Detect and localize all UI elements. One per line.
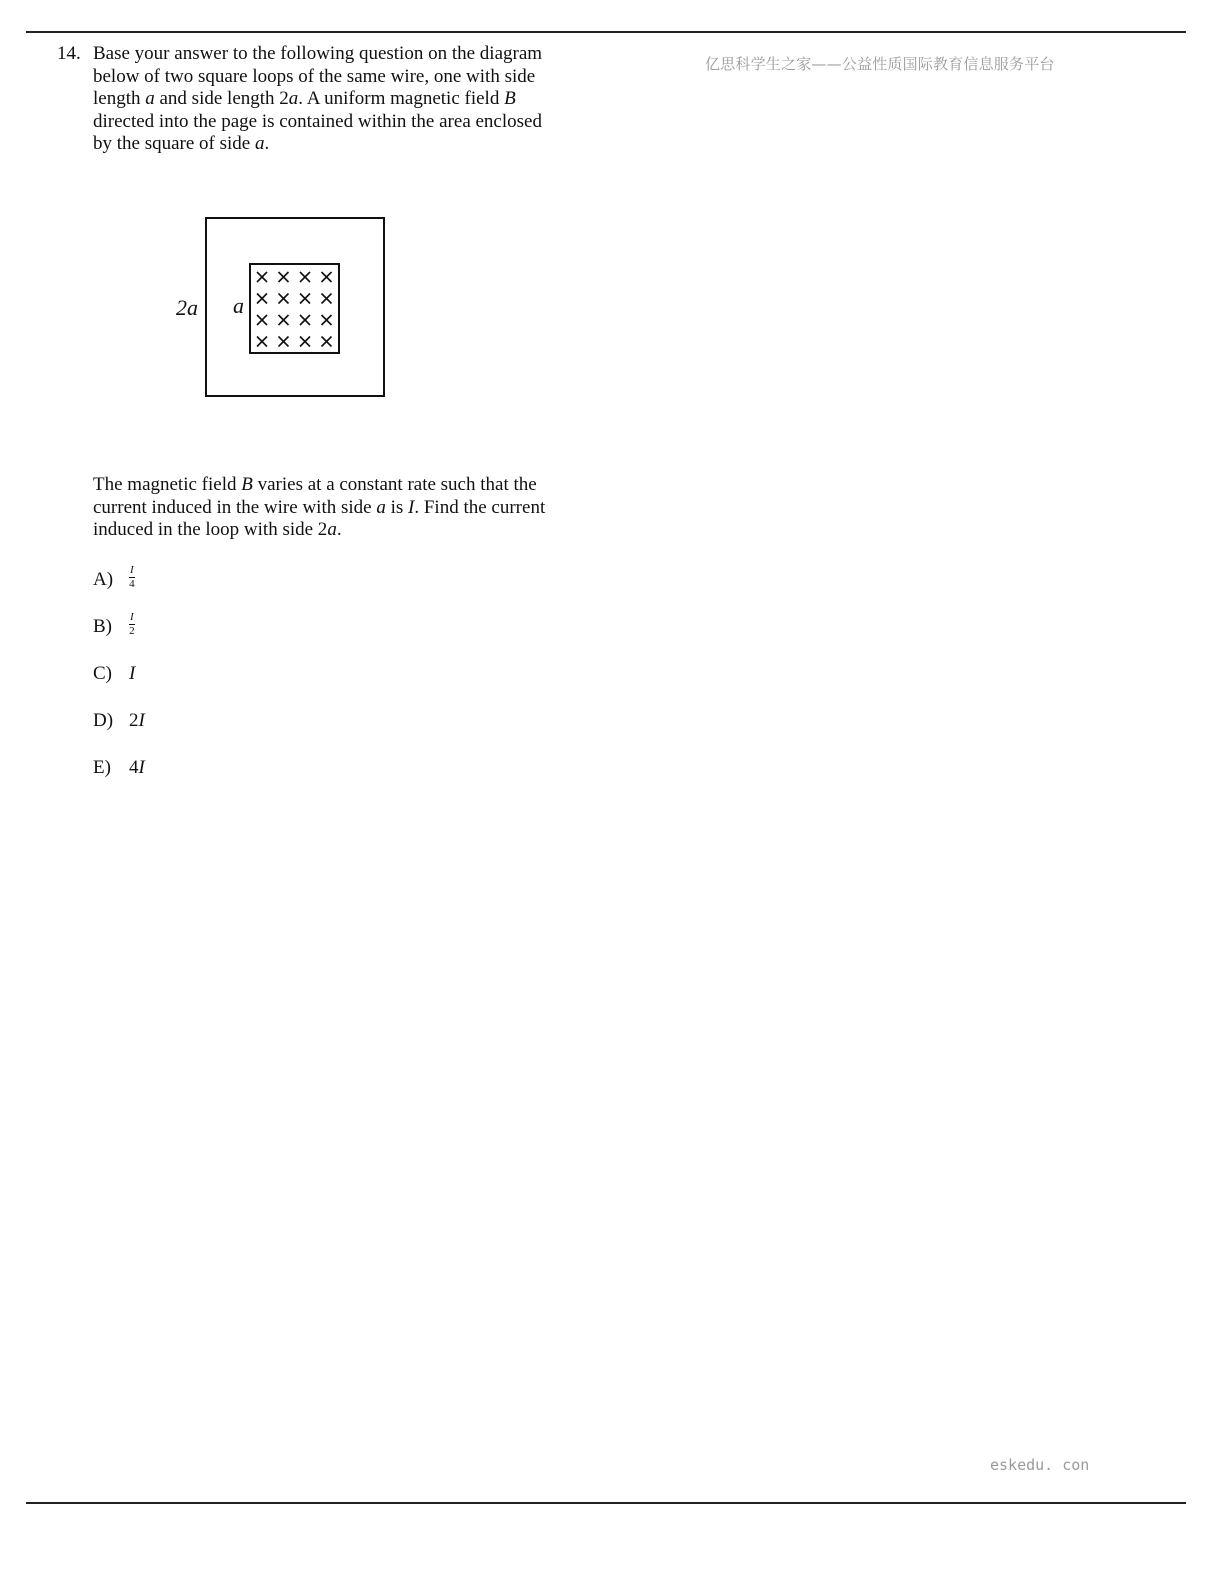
field-into-page-mark [322, 337, 332, 347]
loops-diagram [160, 205, 400, 410]
field-into-page-mark [322, 272, 332, 282]
field-into-page-mark [257, 272, 267, 282]
field-into-page-mark [257, 294, 267, 304]
choice-letter: E) [93, 757, 111, 778]
fraction-denominator: 4 [129, 578, 135, 591]
field-into-page-mark [279, 294, 289, 304]
field-into-page-mark [279, 272, 289, 282]
question-number: 14. [57, 43, 81, 64]
choice-fraction [129, 612, 135, 637]
question-text-4: . Find the current induced in the loop with side 2 [93, 496, 546, 540]
choice-coefficient: 2 [129, 710, 139, 731]
field-into-page-mark [322, 315, 332, 325]
watermark-text: 亿思科学生之家——公益性质国际教育信息服务平台 [705, 55, 1055, 73]
stem-text-2: and side length 2 [154, 88, 289, 109]
choice-letter: D) [93, 710, 114, 731]
choice-letter: A) [93, 569, 114, 590]
stem-text-5: . [264, 133, 270, 154]
choice-fraction [129, 565, 135, 590]
stem-text-1: Base your answer to the following question on the diagram below of two square loops of the same wire, one with side length [93, 43, 543, 109]
question-var-4: a [327, 519, 337, 540]
fraction-numerator: I [130, 611, 134, 624]
choice-b[interactable] [93, 613, 135, 641]
question-var-3: I [408, 496, 415, 518]
question-text-3: is [385, 496, 409, 518]
question-text-2: varies at a constant rate such that the current induced in the wire with side [93, 474, 537, 518]
field-into-page-mark [300, 294, 310, 304]
choice-variable: I [138, 757, 145, 778]
outer-side-label: 2a [176, 295, 198, 320]
stem-var-2: a [288, 88, 299, 109]
stem-var-4: a [254, 133, 265, 154]
question-text-5: . [336, 519, 342, 540]
field-into-page-mark [279, 337, 289, 347]
question-text-1: The magnetic field [93, 474, 242, 495]
choice-a[interactable] [93, 566, 135, 594]
stem-text-3: . A uniform magnetic field [298, 88, 505, 109]
magnetic-field-grid [257, 272, 332, 347]
choice-d[interactable] [93, 707, 145, 735]
question-stem [93, 43, 563, 156]
question-text [93, 474, 563, 542]
field-into-page-mark [300, 315, 310, 325]
field-into-page-mark [322, 294, 332, 304]
stem-text-4: directed into the page is contained within the area enclosed by the square of side [93, 110, 542, 154]
question-var-2: a [376, 496, 386, 518]
inner-side-label: a [233, 293, 244, 318]
field-into-page-mark [279, 315, 289, 325]
stem-var-1: a [145, 88, 155, 109]
fraction-denominator: 2 [129, 625, 135, 638]
choice-e[interactable] [93, 754, 145, 782]
field-into-page-mark [300, 272, 310, 282]
bottom-rule [26, 1502, 1186, 1504]
field-into-page-mark [257, 337, 267, 347]
stem-var-3: B [504, 88, 516, 109]
field-into-page-mark [300, 337, 310, 347]
choice-c[interactable] [93, 660, 135, 688]
field-into-page-mark [257, 315, 267, 325]
choice-letter: B) [93, 616, 112, 637]
choice-variable: I [138, 710, 145, 731]
choice-coefficient: 4 [129, 757, 139, 778]
choice-variable: I [129, 663, 136, 684]
loops-diagram-svg [160, 205, 400, 405]
top-rule [26, 31, 1186, 33]
fraction-numerator: I [130, 564, 134, 577]
choice-letter: C) [93, 663, 112, 684]
question-var-1: B [241, 474, 253, 495]
footer-watermark: eskedu. con [990, 1456, 1090, 1474]
